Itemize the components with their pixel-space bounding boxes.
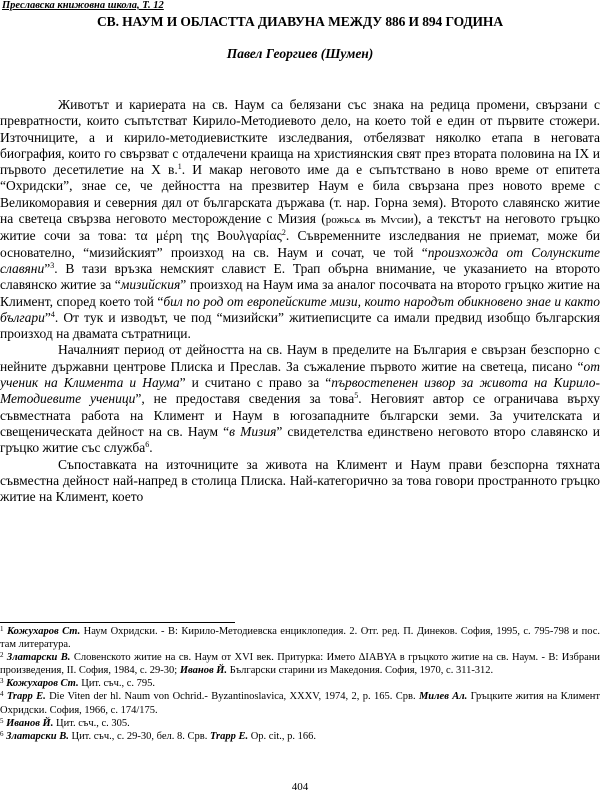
footnote-4: $^4$ Trapp E. Die Viten der hl. Naum von Ochrid.- Byzantinoslavica, XXXV, 1974, 2, p. 165. Срв. Милев Ал. Гръцките жития на Климент Охридски. София, 1966, с. 174/175.	[0, 690, 600, 716]
footnote-ref[interactable]: 4	[50, 309, 55, 319]
footnote-2: $^2$ Златарски В. Словенското житие на св. Наум от XVI век. Притурка: Името ΔΙΑΒΥΑ в гръцкото житие на св. Наум. - В: Избрани произведения, II. София, 1984, с. 29-30; Иванов Й. Български старини из Македония. София, 1970, с. 311-312.	[0, 651, 600, 677]
footnote-3: $^3$ Кожухаров Ст. Цит. съч., с. 795.	[0, 677, 156, 690]
footnote-5: $^5$ Иванов Й. Цит. съч., с. 305.	[0, 716, 130, 729]
quote: в Мизия	[229, 423, 277, 439]
footnote-ref[interactable]: 5	[354, 391, 359, 401]
footnotes	[0, 625, 600, 743]
paragraph-3: Съпоставката на източниците за живота на Климент и Наум прави безспорна тяхната съвместна дейност най-напред в столица Плиска. Най-категорично за това говори пространното гръцко житие на Климент, което	[0, 456, 600, 505]
running-head: Преславска книжовна школа, Т. 12	[2, 0, 164, 11]
footnote-ref[interactable]: 3	[50, 260, 55, 270]
footnote-separator	[0, 622, 235, 623]
footnote-ref[interactable]: 1	[177, 162, 182, 172]
quote: първостепенен извор за живота на Кирило-Методиевите ученици	[0, 375, 600, 407]
quote: от ученик на Климента и Наума	[0, 358, 600, 391]
footnote-6: $^6$ Златарски В. Цит. съч., с. 29-30, бел. 8. Срв. Trapp E. Op. cit., p. 166.	[0, 729, 317, 742]
paragraph-2: Началният период от дейността на св. Наум в пределите на България е свързан безспорно с нейните държавни центрове Плиска и Преслав. За съжаление първото житие на светеца, писано “от ученик на Климента и Наума” и считано с право за “първостепенен извор за живота на Кирило-Методиевите ученици”, не предоставя сведения за това$^5$. Неговият автор се ограничава върху съвместната работа на Климент и Наум в югозападните български земи. За учителската и свещеническата дейност на св. Наум “в Мизия” свидетелства единствено неговото второ славянско и гръцко житие със служба$^6$.	[0, 342, 600, 456]
quote: мизийския	[120, 277, 181, 293]
article-author: Павел Георгиев (Шумен)	[226, 46, 374, 61]
page-number: 404	[291, 781, 309, 793]
greek-quote: τα μέρη της Βουλγαρίας	[135, 228, 282, 244]
quote: бил по род от европейските мизи, които народът обикновено знае и както българи	[0, 293, 600, 325]
quote: произхожда от Солунските славяни	[0, 244, 600, 276]
footnote-ref[interactable]: 2	[281, 228, 286, 238]
footnote-1: $^1$ Кожухаров Ст. Наум Охридски. - В: Кирило-Методиевска енциклопедия. 2. Отг. ред. П. Динеков. София, 1995, с. 795-798 и пос. там литература.	[0, 625, 600, 651]
article-body	[0, 97, 600, 505]
footnote-ref[interactable]: 6	[145, 440, 150, 450]
article-title: СВ. НАУМ И ОБЛАСТТА ДИАВУНА МЕЖДУ 886 И 894 ГОДИНА	[97, 14, 503, 29]
paragraph-1: Животът и кариерата на св. Наум са белязани със знака на редица промени, свързани с превратности, които съпътстват Кирило-Методиевото дело, на което той е един от първите стожери. Източниците, а и кирило-методиевистките изследвания, отбелязват няколко етапа в неговата биография, които го свързват с отдалечени краища на християнския свят през втората половина на IX и първото десетилетие на X в.$^1$. И макар неговото име да е съпътствано в ново време от епитета “Охридски”, знае се, че дейността на презвитер Наум е била свързана през новото време с Великоморавия и северния дял от българската държава (т. нар. Горна земя). Второто славянско житие на светеца свързва неговото месторождение с Мизия (рожьсѧ въ Мѵсии), а текстът на неговото гръцко житие сочи за това: τα μέρη της Βουλγαρίας$^2$. Съвременните изследвания не приемат, може би основателно, “мизийският” произход на св. Наум и сочат, че той “произхожда от Солунските славяни”$^3$. В тази връзка немският славист Е. Трап обърна внимание, че указанието на второто славянско житие за “мизийския” произход на Наум има за аналог посочвата на второто гръцко житие на Климент, според което той “бил по род от европейските мизи, които народът обикновено знае и както българи”$^4$. От тук и изводът, че под “мизийски” житиеписците са имали предвид изобщо българския произход на двамата сътратници.	[0, 97, 600, 342]
glagolitic-quote: рожьсѧ въ Мѵсии	[325, 214, 414, 227]
